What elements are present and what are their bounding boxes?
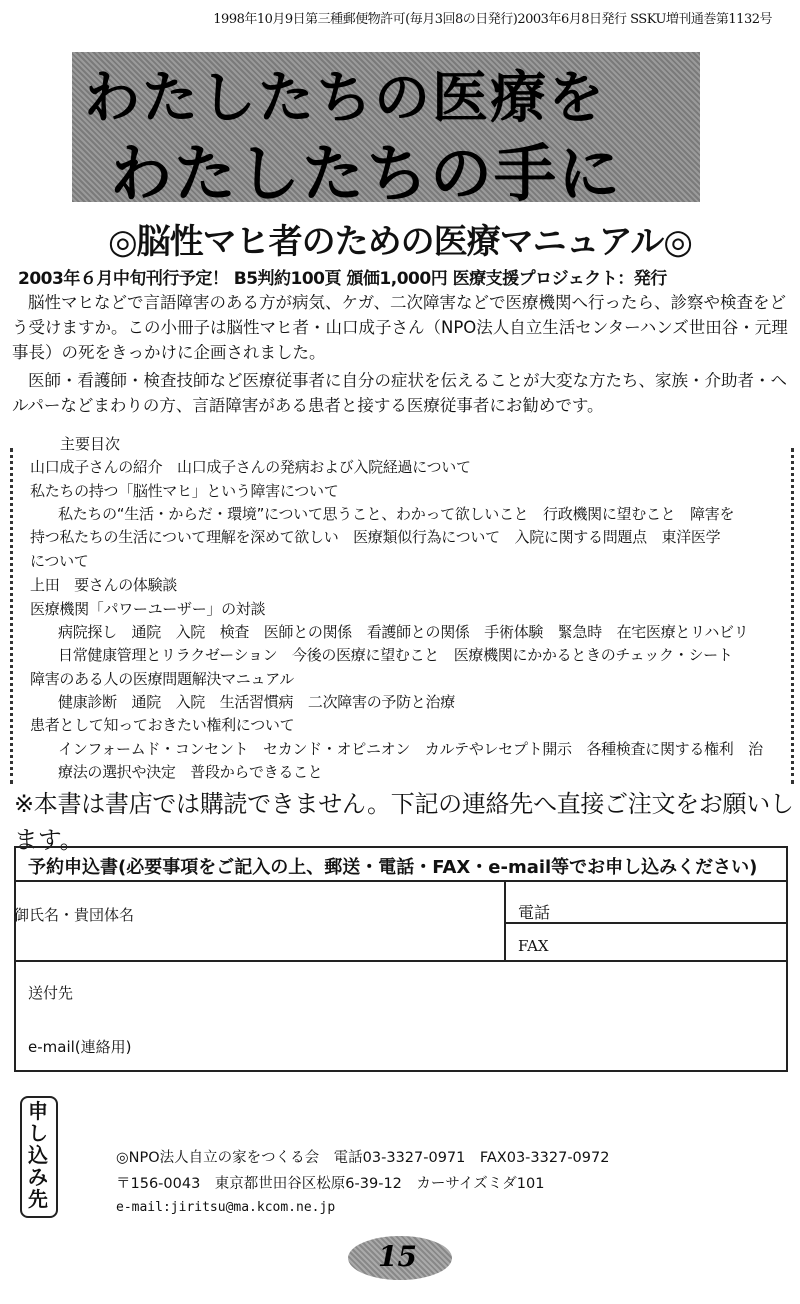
form-heading: 予約申込書(必要事項をご記入の上、郵送・電話・FAX・e-mail等でお申し込みください) — [28, 857, 758, 878]
publication-header: 1998年10月9日第三種郵便物許可(毎月3回8の日発行)2003年6月8日発行 SSKU増刊通巻第1132号 — [213, 12, 772, 27]
fax-field-label[interactable]: FAX — [518, 937, 549, 955]
org-address: 〒156-0043 東京都世田谷区松原6-39-12 カーサイズミダ101 — [116, 1176, 545, 1192]
main-title-line-1: わたしたちの医療を — [84, 65, 606, 131]
org-contact: ◎NPO法人自立の家をつくる会 電話03-3327-0971 FAX03-3327-0972 — [116, 1150, 610, 1166]
order-notice: ※本書は書店では購読できません。下記の連絡先へ直接ご注文をお願いします。 — [14, 790, 794, 854]
toc-line: 私たちの“生活・からだ・環境”について思うこと、わかって欲しいこと 行政機関に望むこと 障害を — [58, 505, 735, 523]
apply-to-label: 申し込み先 — [28, 1099, 48, 1211]
toc-line: インフォームド・コンセント セカンド・オピニオン カルテやレセプト開示 各種検査に関する権利 治 — [58, 740, 763, 758]
address-field-label[interactable]: 送付先 — [28, 984, 74, 1002]
phone-field-label[interactable]: 電話 — [518, 903, 551, 922]
form-divider — [504, 880, 506, 960]
toc-title: 主要目次 — [60, 435, 121, 453]
toc-line: 療法の選択や決定 普段からできること — [58, 763, 323, 781]
toc-line: 上田 要さんの体験談 — [30, 576, 178, 594]
form-heading-bar — [16, 848, 786, 882]
toc-line: 障害のある人の医療問題解決マニュアル — [30, 670, 295, 688]
toc-line: について — [30, 552, 89, 570]
email-field-label[interactable]: e-mail(連絡用) — [28, 1038, 132, 1056]
main-title-line-2: わたしたちの手に — [110, 137, 623, 210]
publication-info: 2003年６月中旬刊行予定！ B5判約100頁 頒価1,000円 医療支援プロジェクト：発行 — [18, 269, 667, 289]
form-divider — [14, 960, 786, 962]
toc-line: 私たちの持つ「脳性マヒ」という障害について — [30, 482, 339, 500]
intro-paragraph-2: 医師・看護師・検査技師など医療従事者に自分の症状を伝えることが大変な方たち、家族・介助者・ヘルパーなどまわりの方、言語障害がある患者と接する医療従事者にお勧めです。 — [12, 371, 787, 415]
name-field-label[interactable]: 御氏名・貴団体名 — [14, 906, 135, 924]
toc-line: 医療機関「パワーユーザー」の対談 — [30, 600, 266, 618]
toc-line: 日常健康管理とリラクゼーション 今後の医療に望むこと 医療機関にかかるときのチェック・シート — [58, 646, 733, 664]
page-number: 15 — [378, 1240, 417, 1273]
form-divider — [504, 922, 786, 924]
toc-line: 健康診断 通院 入院 生活習慣病 二次障害の予防と治療 — [58, 693, 455, 711]
toc-line: 患者として知っておきたい権利について — [30, 716, 295, 734]
toc-line: 山口成子さんの紹介 山口成子さんの発病および入院経過について — [30, 458, 471, 476]
intro-paragraph-1: 脳性マヒなどで言語障害のある方が病気、ケガ、二次障害などで医療機関へ行ったら、診察や検査をどう受けますか。この小冊子は脳性マヒ者・山口成子さん（NPO法人自立生活センターハンズ世田谷・元理事長）の死をきっかけに企画されました。 — [12, 293, 788, 362]
org-email[interactable]: e-mail:jiritsu@ma.kcom.ne.jp — [116, 1200, 336, 1215]
toc-line: 病院探し 通院 入院 検査 医師との関係 看護師との関係 手術体験 緊急時 在宅医療とリハビリ — [58, 623, 749, 641]
toc-line: 持つ私たちの生活について理解を深めて欲しい 医療類似行為について 入院に関する問題点 東洋医学 — [30, 528, 721, 546]
subtitle: ◎脳性マヒ者のための医療マニュアル◎ — [108, 222, 692, 262]
